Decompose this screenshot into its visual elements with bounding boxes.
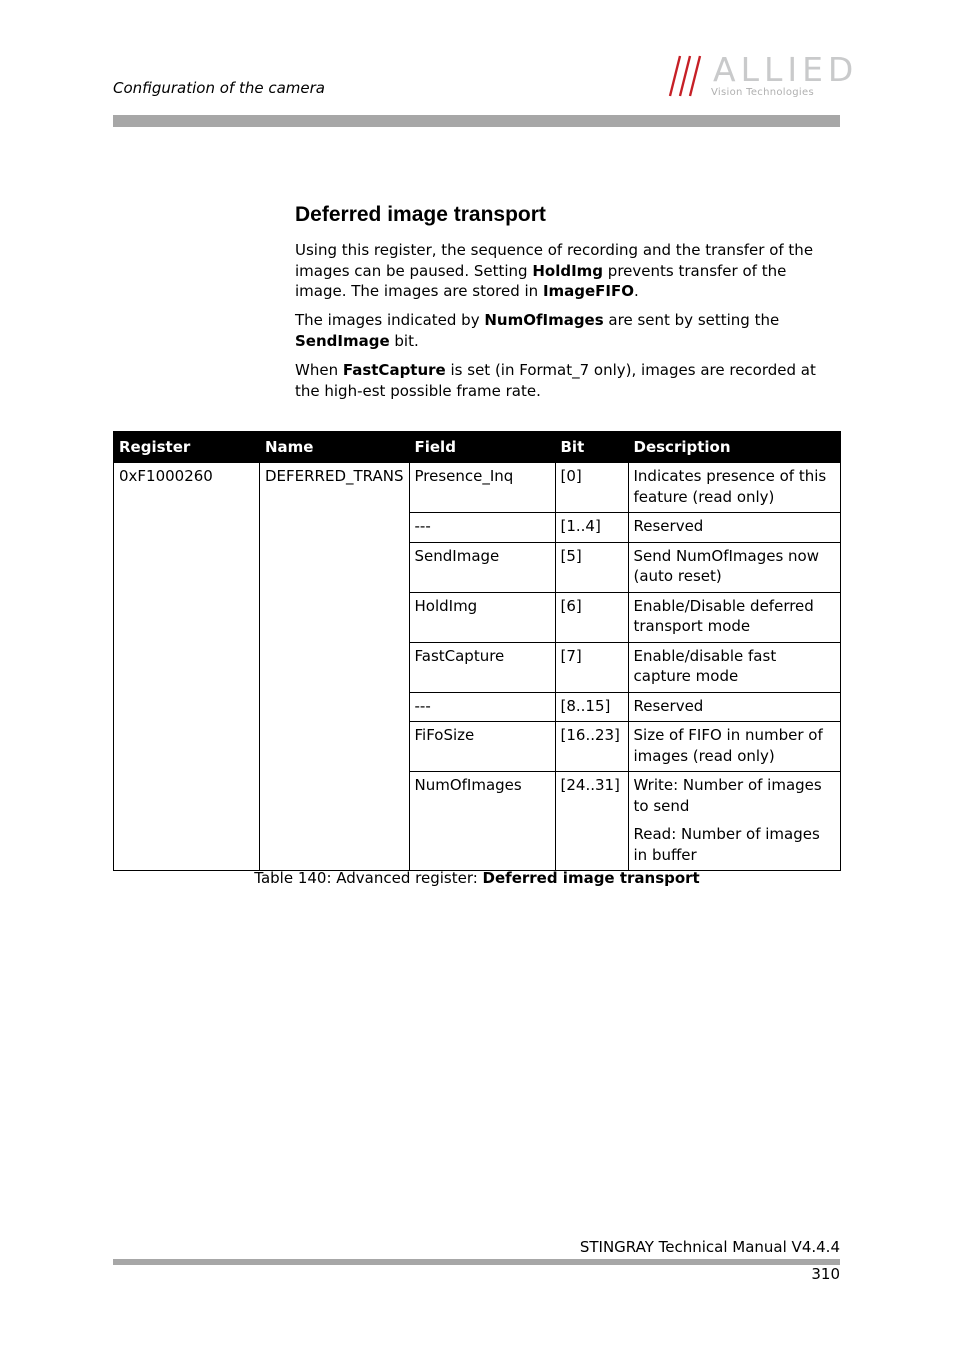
description-cell: Reserved (628, 692, 841, 722)
header-rule (113, 115, 840, 127)
register-name: DEFERRED_TRANS (260, 463, 410, 871)
register-address: 0xF1000260 (114, 463, 260, 871)
paragraph-1: Using this register, the sequence of recording and the transfer of the images can be paused. Setting HoldImg prevents transfer of the image. The images are stored in ImageFIFO. (295, 241, 814, 300)
description-cell: Size of FIFO in number of images (read only) (628, 722, 841, 772)
description-read: Read: Number of images in buffer (633, 825, 820, 864)
table-header-row (114, 432, 841, 463)
paragraph-3: When FastCapture is set (in Format_7 only), images are recorded at the high-est possible frame rate. (295, 361, 816, 400)
running-head: Configuration of the camera (113, 79, 325, 97)
description-cell: Send NumOfImages now (auto reset) (628, 542, 841, 592)
bit-cell: [7] (555, 642, 628, 692)
header-name: Name (260, 432, 410, 463)
logo-subtitle: Vision Technologies (711, 87, 814, 98)
header-bit: Bit (555, 432, 628, 463)
description-cell: Reserved (628, 513, 841, 543)
table-row (114, 463, 841, 513)
header-description: Description (628, 432, 841, 463)
section-title: Deferred image transport (295, 203, 546, 226)
allied-logo (668, 50, 859, 102)
table-caption: Table 140: Advanced register: Deferred image transport (254, 869, 700, 887)
field-cell: --- (409, 513, 555, 543)
bit-cell: [24..31] (555, 772, 628, 871)
field-cell: SendImage (409, 542, 555, 592)
footer-rule (113, 1259, 840, 1265)
field-cell: NumOfImages (409, 772, 555, 871)
description-cell (628, 772, 841, 871)
bit-cell: [6] (555, 592, 628, 642)
logo-wordmark: ALLIED (713, 50, 859, 89)
footer-manual-title: STINGRAY Technical Manual V4.4.4 (579, 1238, 840, 1256)
register-table (113, 431, 841, 871)
page-number: 310 (811, 1265, 840, 1283)
bit-cell: [0] (555, 463, 628, 513)
logo-slashes-icon (668, 54, 708, 98)
description-cell: Indicates presence of this feature (read only) (628, 463, 841, 513)
bit-cell: [5] (555, 542, 628, 592)
description-cell: Enable/Disable deferred transport mode (628, 592, 841, 642)
description-cell: Enable/disable fast capture mode (628, 642, 841, 692)
description-write: Write: Number of images to send (633, 776, 822, 815)
field-cell: Presence_Inq (409, 463, 555, 513)
bit-cell: [16..23] (555, 722, 628, 772)
field-cell: --- (409, 692, 555, 722)
paragraph-2: The images indicated by NumOfImages are sent by setting the SendImage bit. (295, 311, 780, 350)
field-cell: FiFoSize (409, 722, 555, 772)
bit-cell: [8..15] (555, 692, 628, 722)
bit-cell: [1..4] (555, 513, 628, 543)
header-register: Register (114, 432, 260, 463)
header-field: Field (409, 432, 555, 463)
field-cell: HoldImg (409, 592, 555, 642)
field-cell: FastCapture (409, 642, 555, 692)
